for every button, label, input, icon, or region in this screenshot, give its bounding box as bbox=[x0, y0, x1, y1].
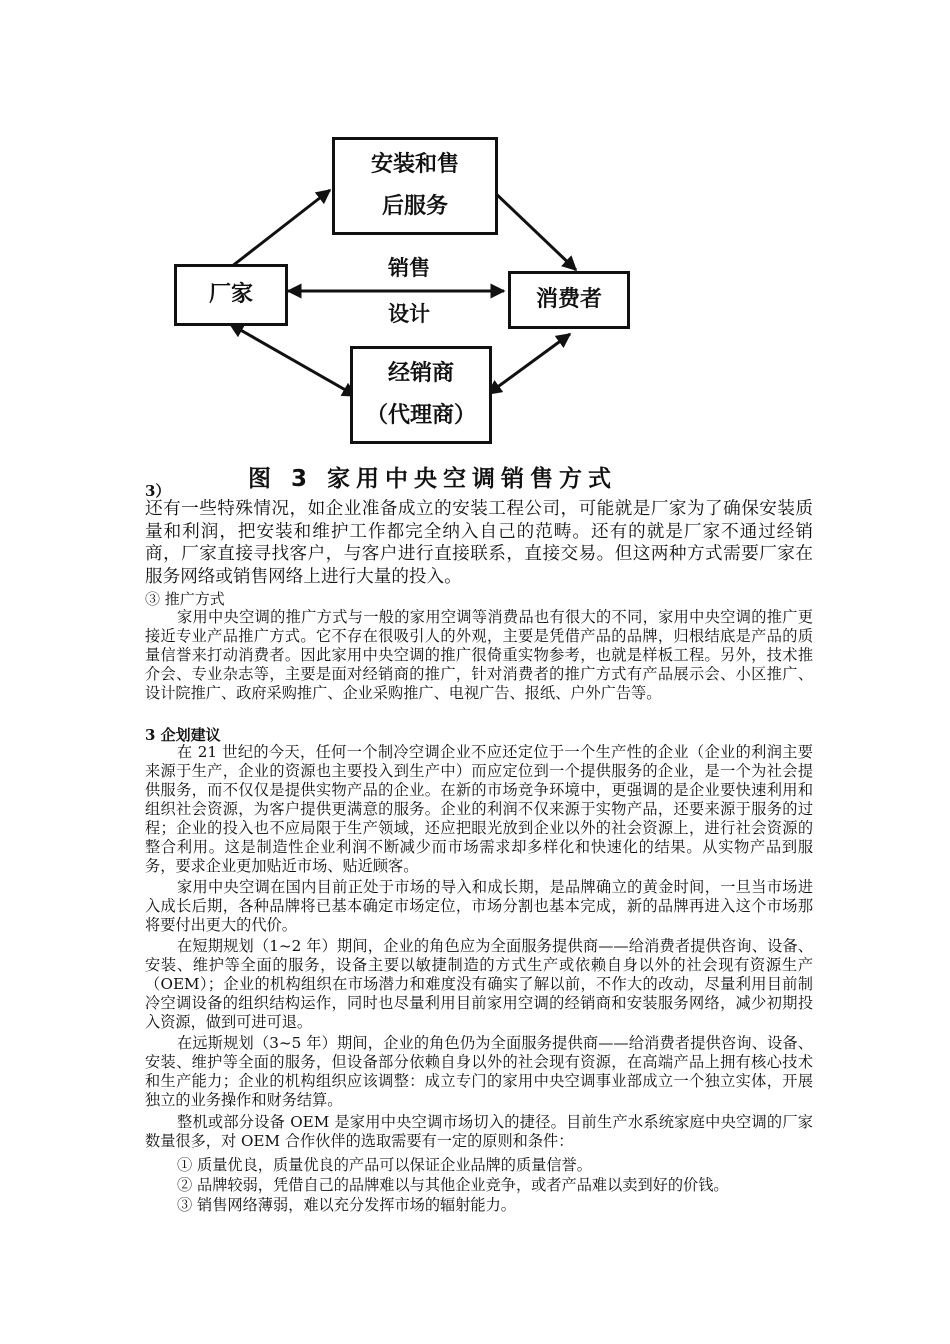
arrow-factory-to-service bbox=[222, 190, 330, 274]
arrow-dealer-consumer bbox=[488, 334, 570, 394]
para-market-stage: 家用中央空调在国内目前正处于市场的导入和成长期，是品牌确立的黄金时间，一旦当市场进入成长后期，各种品牌将已基本确定市场定位，市场分割也基本完成，新的品牌再进入这个市场那将要付出更大的代价。 bbox=[145, 878, 813, 934]
box-factory-label: 厂家 bbox=[208, 282, 253, 308]
condition-3: ③ 销售网络薄弱，难以充分发挥市场的辐射能力。 bbox=[177, 1196, 516, 1214]
arrow-service-to-consumer bbox=[492, 190, 576, 270]
figure-caption: 图 3 家用中央空调销售方式 bbox=[248, 466, 618, 492]
box-dealer-line2: （代理商） bbox=[365, 403, 476, 428]
condition-2: ② 品牌较弱，凭借自己的品牌难以与其他企业竞争，或者产品难以卖到好的价钱。 bbox=[177, 1176, 729, 1194]
para-21st-century: 在 21 世纪的今天，任何一个制冷空调企业不应还定位于一个生产性的企业（企业的利润主要来源于生产，企业的资源也主要投入到生产中）而应定位到一个提供服务的企业，是一个为社会提供服务，而不仅仅是提供实物产品的企业。在新的市场竞争环境中，更强调的是企业要快速利用和组织社会资源，为客户提供更满意的服务。企业的利润不仅来源于实物产品，还要来源于服务的过程；企业的投入也不应局限于生产领域，还应把眼光放到企业以外的社会资源上，进行社会资源的整合利用。这是制造性企业利润不断减少而市场需求却多样化和快速化的结果。从实物产品到服务，要求企业更加贴近市场、贴近顾客。 bbox=[145, 743, 813, 875]
box-dealer bbox=[350, 346, 492, 444]
condition-1: ① 质量优良，质量优良的产品可以保证企业品牌的质量信誉。 bbox=[177, 1156, 592, 1174]
box-install-service-line2: 后服务 bbox=[381, 194, 448, 219]
sales-mode-diagram bbox=[170, 128, 630, 494]
para-short-term: 在短期规划（1~2 年）期间，企业的角色应为全面服务提供商——给消费者提供咨询、设备、安装、维护等全面的服务，设备主要以敏捷制造的方式生产或依赖自身以外的社会现有资源生产（OEM）；企业的机构组织在市场潜力和难度没有确实了解以前，不作大的改动，尽量利用目前制冷空调设备的组织结构运作，同时也尽量利用目前家用空调的经销商和安装服务网络，减少初期投入资源，做到可进可退。 bbox=[145, 937, 813, 1031]
label-design: 设计 bbox=[388, 302, 430, 326]
promo-heading: ③ 推广方式 bbox=[145, 590, 225, 608]
box-factory bbox=[174, 264, 288, 326]
para-special-cases: 还有一些特殊情况，如企业准备成立的安装工程公司，可能就是厂家为了确保安装质量和利润，把安装和维护工作都完全纳入自己的范畴。还有的就是厂家不通过经销商，厂家直接寻找客户，与客户进行直接联系，直接交易。但这两种方式需要厂家在服务网络或销售网络上进行大量的投入。 bbox=[145, 499, 813, 587]
para-long-term: 在远斯规划（3~5 年）期间，企业的角色仍为全面服务提供商——给消费者提供咨询、设备、安装、维护等全面的服务，但设备部分依赖自身以外的社会现有资源，在高端产品上拥有核心技术和生产能力；企业的机构组织应该调整：成立专门的家用中央空调事业部成立一个独立实体，开展独立的业务操作和财务结算。 bbox=[145, 1034, 813, 1109]
box-consumer bbox=[508, 271, 630, 329]
para-promotion: 家用中央空调的推广方式与一般的家用空调等消费品也有很大的不同，家用中央空调的推广更接近专业产品推广方式。它不存在很吸引人的外观，主要是凭借产品的品牌，归根结底是产品的质量信誉来打动消费者。因此家用中央空调的推广很倚重实物参考，也就是样板工程。另外，技术推介会、专业杂志等，主要是面对经销商的推广，针对消费者的推广方式有产品展示会、小区推广、设计院推广、政府采购推广、企业采购推广、电视广告、报纸、户外广告等。 bbox=[145, 608, 813, 702]
box-install-service bbox=[332, 137, 498, 235]
box-consumer-label: 消费者 bbox=[535, 287, 602, 313]
arrow-factory-dealer bbox=[230, 324, 356, 396]
box-install-service-line1: 安装和售 bbox=[370, 152, 459, 178]
section-3-heading: 3 企划建议 bbox=[145, 726, 221, 744]
para-oem: 整机或部分设备 OEM 是家用中央空调市场切入的捷径。目前生产水系统家庭中央空调的厂家数量很多，对 OEM 合作伙伴的选取需要有一定的原则和条件： bbox=[145, 1113, 813, 1150]
item-3-marker: 3） bbox=[145, 482, 171, 500]
box-dealer-line1: 经销商 bbox=[387, 361, 454, 387]
label-sales: 销售 bbox=[388, 256, 430, 280]
